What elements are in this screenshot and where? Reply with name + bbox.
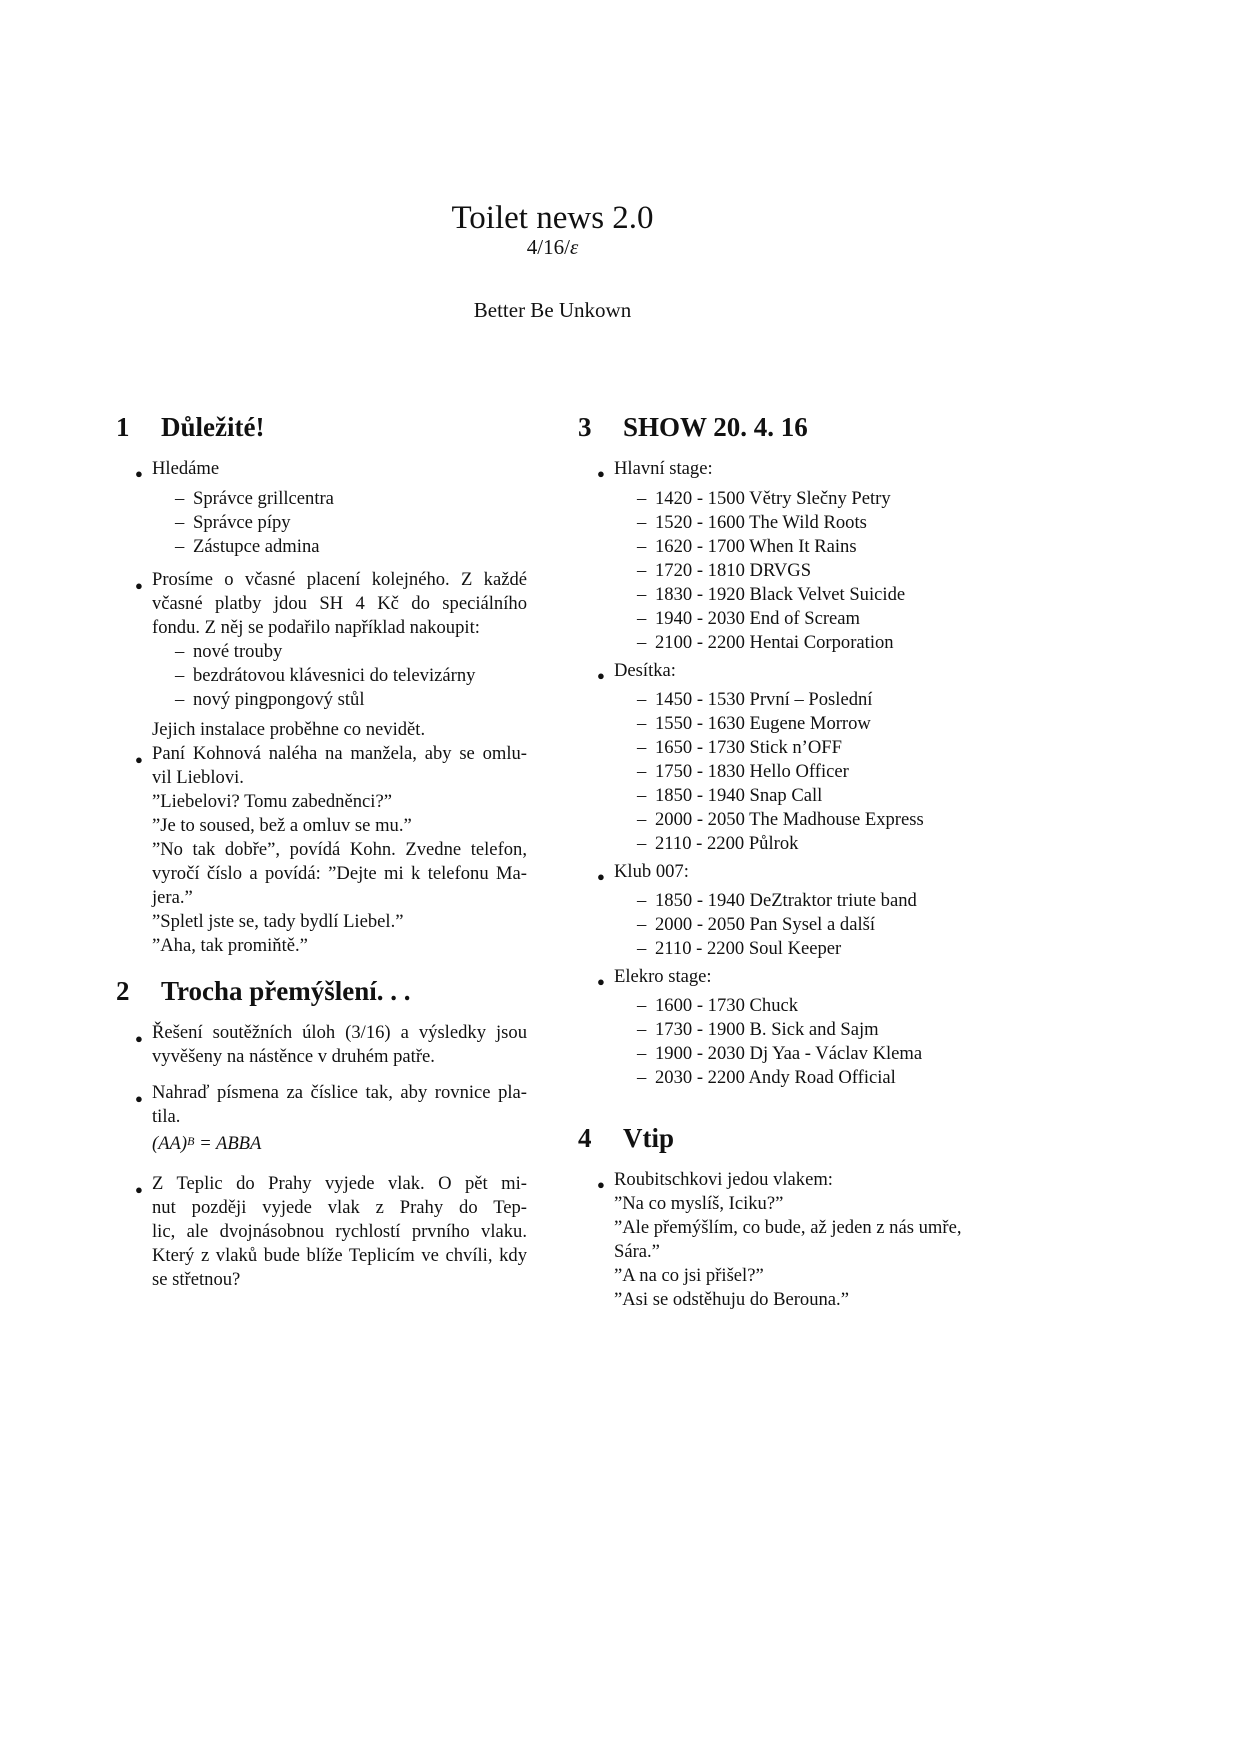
equation-base: (AA) <box>152 1133 188 1154</box>
dash-icon: – <box>637 632 647 653</box>
bullet-icon: ● <box>135 578 143 593</box>
dash-icon: – <box>637 713 647 734</box>
section-number: 2 <box>116 976 130 1006</box>
section-title: Trocha přemýšlení. . . <box>161 976 411 1006</box>
schedule-item: 2100 - 2200 Hentai Corporation <box>655 632 894 653</box>
dash-icon: – <box>637 1043 647 1064</box>
dash-icon: – <box>637 785 647 806</box>
schedule-item: 2000 - 2050 Pan Sysel a další <box>655 914 876 935</box>
paragraph-line: ”Asi se odstěhuju do Berouna.” <box>614 1289 849 1310</box>
document-date <box>0 234 1105 260</box>
schedule-item: 1940 - 2030 End of Scream <box>655 608 861 629</box>
paragraph-line: tila. <box>152 1106 181 1127</box>
paragraph-line: Roubitschkovi jedou vlakem: <box>614 1169 833 1190</box>
schedule-item: 1900 - 2030 Dj Yaa - Václav Klema <box>655 1043 923 1064</box>
schedule-item: 1600 - 1730 Chuck <box>655 995 799 1016</box>
bullet-icon: ● <box>135 752 143 767</box>
section-number: 1 <box>116 412 130 442</box>
section-title: Vtip <box>623 1123 675 1153</box>
dash-icon: – <box>637 1019 647 1040</box>
paragraph-line: vyročí číslo a povídá: ”Dejte mi k telefonu Ma- <box>152 863 527 884</box>
schedule-item: 2110 - 2200 Půlrok <box>655 833 799 854</box>
dash-icon: – <box>637 608 647 629</box>
sub-list-item: Správce grillcentra <box>193 488 334 509</box>
date-text: 4/16/ <box>526 235 570 259</box>
paragraph-line: Jejich instalace proběhne co nevidět. <box>152 719 426 740</box>
dash-icon: – <box>637 536 647 557</box>
dash-icon: – <box>637 914 647 935</box>
sub-list-item: Správce pípy <box>193 512 291 533</box>
bullet-icon: ● <box>135 466 143 481</box>
paragraph-line: vyvěšeny na nástěnce v druhém patře. <box>152 1046 435 1067</box>
paragraph-line: ”Liebelovi? Tomu zabedněnci?” <box>152 791 392 812</box>
schedule-item: 1850 - 1940 Snap Call <box>655 785 823 806</box>
schedule-item: 2110 - 2200 Soul Keeper <box>655 938 842 959</box>
schedule-item: 1730 - 1900 B. Sick and Sajm <box>655 1019 879 1040</box>
paragraph-line: ”Na co myslíš, Iciku?” <box>614 1193 784 1214</box>
paragraph-line: včasné platby jdou SH 4 Kč do speciálního <box>152 593 527 614</box>
schedule-item: 1550 - 1630 Eugene Morrow <box>655 713 871 734</box>
dash-icon: – <box>637 560 647 581</box>
dash-icon: – <box>637 584 647 605</box>
dash-icon: – <box>175 512 185 533</box>
dash-icon: – <box>637 809 647 830</box>
paragraph-line: ”Je to soused, bež a omluv se mu.” <box>152 815 412 836</box>
dash-icon: – <box>175 488 185 509</box>
paragraph-line: Sára.” <box>614 1241 660 1262</box>
schedule-item: 1520 - 1600 The Wild Roots <box>655 512 867 533</box>
stage-name: Klub 007: <box>614 861 689 882</box>
dash-icon: – <box>637 488 647 509</box>
bullet-icon: ● <box>135 1182 143 1197</box>
equation-rhs: = ABBA <box>194 1133 262 1154</box>
bullet-icon: ● <box>135 1031 143 1046</box>
schedule-item: 1420 - 1500 Větry Slečny Petry <box>655 488 891 509</box>
sub-list-item: Zástupce admina <box>193 536 320 557</box>
dash-icon: – <box>175 689 185 710</box>
schedule-item: 1650 - 1730 Stick n’OFF <box>655 737 842 758</box>
schedule-item: 1850 - 1940 DeZtraktor triute band <box>655 890 917 911</box>
paragraph-line: Paní Kohnová naléha na manžela, aby se omlu- <box>152 743 527 764</box>
schedule-item: 1450 - 1530 První – Poslední <box>655 689 873 710</box>
paragraph-line: fondu. Z něj se podařilo například nakoupit: <box>152 617 480 638</box>
dash-icon: – <box>637 938 647 959</box>
dash-icon: – <box>637 890 647 911</box>
equation <box>152 1132 261 1156</box>
stage-name: Desítka: <box>614 660 676 681</box>
schedule-item: 2000 - 2050 The Madhouse Express <box>655 809 924 830</box>
sub-list-item: nový pingpongový stůl <box>193 689 365 710</box>
dash-icon: – <box>637 1067 647 1088</box>
paragraph-line: ”Spletl jste se, tady bydlí Liebel.” <box>152 911 404 932</box>
date-epsilon: ε <box>569 235 579 259</box>
paragraph-line: ”No tak dobře”, povídá Kohn. Zvedne telefon, <box>152 839 527 860</box>
dash-icon: – <box>637 995 647 1016</box>
section-number: 4 <box>578 1123 592 1153</box>
document-title: Toilet news 2.0 <box>451 200 654 236</box>
section-title: SHOW 20. 4. 16 <box>623 412 808 442</box>
schedule-item: 1620 - 1700 When It Rains <box>655 536 857 557</box>
schedule-item: 1830 - 1920 Black Velvet Suicide <box>655 584 906 605</box>
dash-icon: – <box>637 512 647 533</box>
sub-list-item: nové trouby <box>193 641 283 662</box>
paragraph-line: se střetnou? <box>152 1269 241 1290</box>
paragraph-line: Který z vlaků bude blíže Teplicím ve chvíli, kdy <box>152 1245 527 1266</box>
dash-icon: – <box>637 737 647 758</box>
dash-icon: – <box>637 833 647 854</box>
paragraph-line: jera.” <box>152 887 193 908</box>
paragraph-line: Z Teplic do Prahy vyjede vlak. O pět mi- <box>152 1173 527 1194</box>
list-item: Hledáme <box>152 458 220 479</box>
schedule-item: 1720 - 1810 DRVGS <box>655 560 812 581</box>
bullet-icon: ● <box>597 869 605 884</box>
paragraph-line: nut později vyjede vlak z Prahy do Tep- <box>152 1197 527 1218</box>
dash-icon: – <box>175 641 185 662</box>
bullet-icon: ● <box>597 668 605 683</box>
paragraph-line: Prosíme o včasné placení kolejného. Z každé <box>152 569 527 590</box>
bullet-icon: ● <box>597 974 605 989</box>
paragraph-line: lic, ale dvojnásobnou rychlostí prvního vlaku. <box>152 1221 527 1242</box>
paragraph-line: ”A na co jsi přišel?” <box>614 1265 764 1286</box>
sub-list-item: bezdrátovou klávesnici do televizárny <box>193 665 476 686</box>
dash-icon: – <box>175 536 185 557</box>
paragraph-line: ”Aha, tak promiňtě.” <box>152 935 308 956</box>
bullet-icon: ● <box>597 466 605 481</box>
paragraph-line: Nahraď písmena za číslice tak, aby rovnice pla- <box>152 1082 527 1103</box>
stage-name: Elekro stage: <box>614 966 712 987</box>
dash-icon: – <box>637 689 647 710</box>
bullet-icon: ● <box>597 1177 605 1192</box>
document-author: Better Be Unkown <box>473 298 632 322</box>
equation-exponent: B <box>187 1134 195 1148</box>
paragraph-line: Řešení soutěžních úloh (3/16) a výsledky jsou <box>152 1022 527 1043</box>
section-number: 3 <box>578 412 592 442</box>
schedule-item: 1750 - 1830 Hello Officer <box>655 761 849 782</box>
dash-icon: – <box>175 665 185 686</box>
paragraph-line: ”Ale přemýšlím, co bude, až jeden z nás umře, <box>614 1217 962 1238</box>
dash-icon: – <box>637 761 647 782</box>
paragraph-line: vil Lieblovi. <box>152 767 244 788</box>
bullet-icon: ● <box>135 1091 143 1106</box>
schedule-item: 2030 - 2200 Andy Road Official <box>655 1067 896 1088</box>
stage-name: Hlavní stage: <box>614 458 713 479</box>
section-title: Důležité! <box>161 412 265 442</box>
